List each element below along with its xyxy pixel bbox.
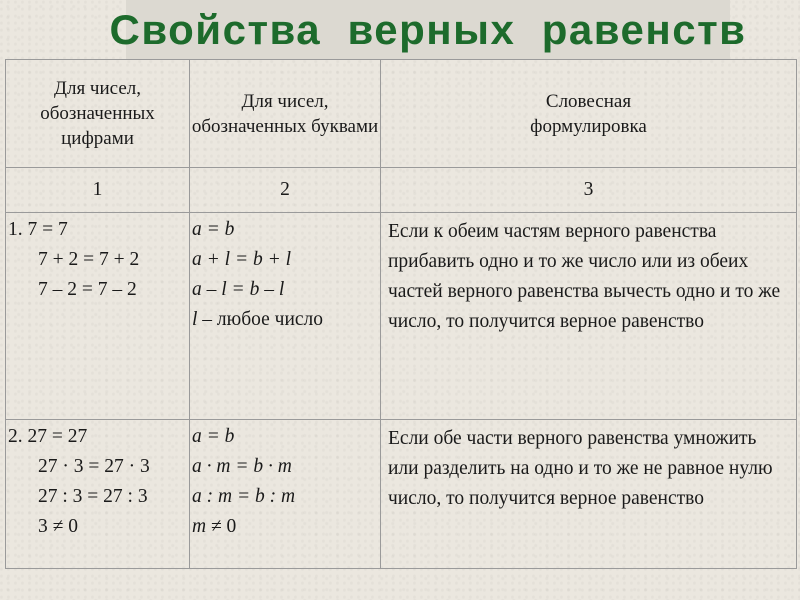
- letter-equation: m ≠ 0: [192, 516, 237, 537]
- letters-cell: [190, 213, 381, 420]
- equation-line: 2. 27 = 27: [8, 426, 88, 447]
- letters-cell: [190, 420, 381, 569]
- equation-line: 27 : 3 = 27 : 3: [38, 486, 148, 507]
- letter-equation: a = b: [192, 219, 235, 240]
- wording-cell: [381, 420, 797, 569]
- header-letters: Для чисел, обозначенных буквами: [190, 60, 381, 168]
- header-wording-text: Словесная формулировка: [530, 90, 647, 137]
- wording-cell: [381, 213, 797, 420]
- letter-equation: a + l = b + l: [192, 249, 292, 270]
- header-digits: Для чисел, обозначенных цифрами: [6, 60, 190, 168]
- table-header-row: [6, 60, 797, 168]
- column-number: 2: [190, 168, 381, 213]
- page-title: Свойства верных равенств: [109, 6, 747, 53]
- digits-cell: [6, 213, 190, 420]
- column-number-row: [6, 168, 797, 213]
- equation-line: 3 ≠ 0: [38, 516, 78, 537]
- digits-cell: [6, 420, 190, 569]
- equation-line: 27 · 3 = 27 · 3: [38, 456, 150, 477]
- letter-equation: a – l = b – l: [192, 279, 285, 300]
- letter-equation: l – любое число: [192, 309, 324, 330]
- letter-equation: a = b: [192, 426, 235, 447]
- properties-table: [5, 59, 797, 569]
- letter-equation: a : m = b : m: [192, 486, 296, 507]
- header-wording: [381, 60, 797, 168]
- table-row: [6, 213, 797, 420]
- column-number: 1: [6, 168, 190, 213]
- rule-text: Если к обеим частям верного равенства прибавить одно и то же число или из обеих частей верного равенства вычесть одно и то же число, то получится верное равенство: [388, 221, 781, 332]
- rule-text: Если обе части верного равенства умножить или разделить на одно и то же не равное нулю число, то получится верное равенство: [388, 428, 773, 509]
- letter-equation: a · m = b · m: [192, 456, 292, 477]
- table-row: [6, 420, 797, 569]
- equation-line: 7 – 2 = 7 – 2: [38, 279, 137, 300]
- equation-line: 1. 7 = 7: [8, 219, 68, 240]
- column-number: 3: [381, 168, 797, 213]
- equation-line: 7 + 2 = 7 + 2: [38, 249, 140, 270]
